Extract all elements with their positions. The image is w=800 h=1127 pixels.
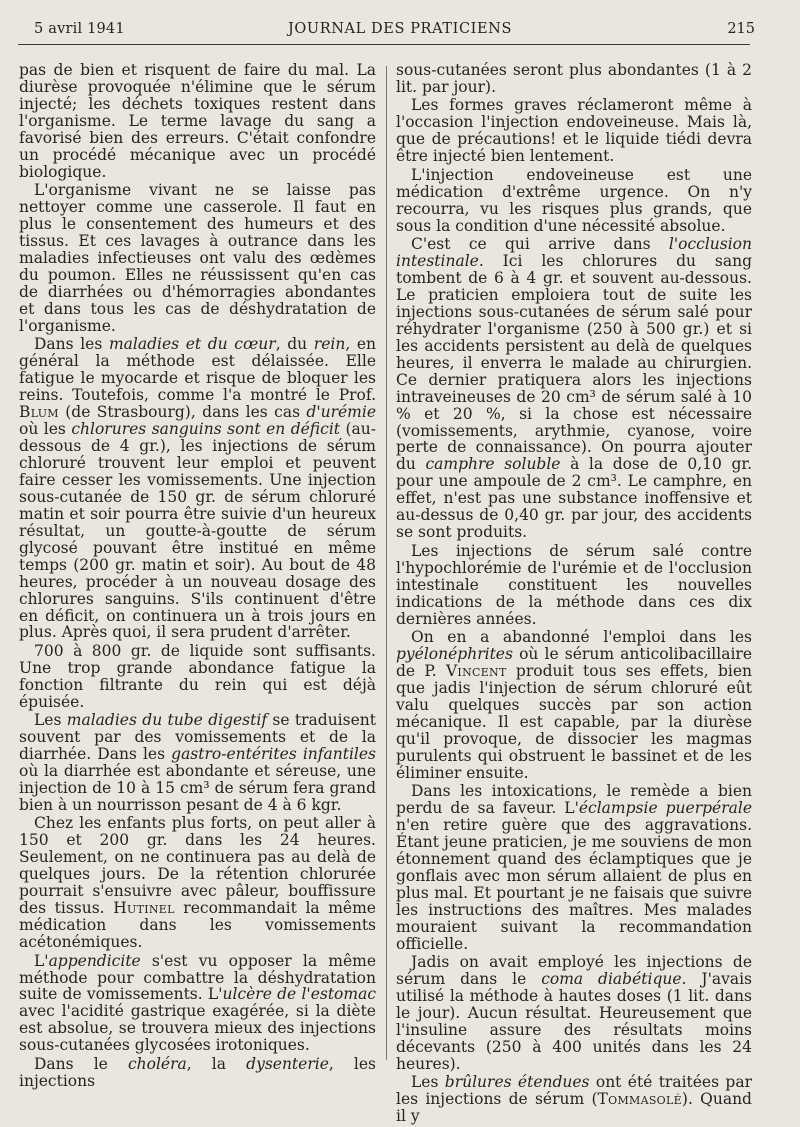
- text-run: n'en retire guère que des aggravations. Étant jeune praticien, je me souviens de mon étonnement quand des éclamptiques que je gonflais avec mon sérum allaient de plus en plus mal. Et pourtant je ne faisais que suivre les instructions des maîtres. Mes malades mouraient suivant la recommandation officielle.: [396, 815, 752, 953]
- paragraph: [19, 815, 376, 951]
- text-run: à la dose de 0,10 gr. pour une ampoule de 2 cm³. Le camphre, en effet, n'est pas une substance inoffensive et au-dessus de 0,40 gr. par jour, des accidents se sont produits.: [396, 455, 753, 542]
- text-run: sous-cutanées seront plus abondantes (1 à 2 lit. par jour).: [396, 61, 752, 96]
- text-run: (de Strasbourg), dans les cas: [58, 403, 307, 422]
- text-run: Jadis on avait employé les injections de sérum dans le: [396, 953, 752, 989]
- author-name: Vincent: [445, 661, 507, 680]
- italic-text: camphre soluble: [425, 455, 561, 474]
- text-run: , du: [275, 335, 314, 354]
- italic-text: éclampsie puerpérale: [578, 798, 752, 817]
- italic-text: l'occlusion intestinale: [396, 235, 752, 270]
- text-run: Chez les enfants plus forts, on peut aller à 150 et 200 gr. dans les 24 heures. Seulement, on ne continuera pas au delà de quelques jours. De la rétention chlorurée pourrait s'ensuivre avec pâleur, bouffissure des tissus.: [19, 814, 376, 918]
- text-run: avec l'acidité gastrique exagérée, si la diète est absolue, se trouvera mieux des injections sous-cutanées glycosées irotoniques.: [19, 1002, 376, 1055]
- text-run: se traduisent souvent par des vomissements et de la diarrhée. Dans les: [19, 711, 376, 764]
- text-run: , les injections: [19, 1054, 377, 1090]
- right-column: [396, 62, 752, 1127]
- paragraph: [19, 643, 376, 711]
- text-run: , la: [186, 1054, 247, 1073]
- text-run: Les injections de sérum salé contre l'hypochlorémie de l'urémie et de l'occlusion intestinale constituent les nouvelles indications de la méthode dans ces dix dernières années.: [396, 541, 752, 628]
- text-run: où la diarrhée est abondante et séreuse, une injection de 10 à 15 cm³ de sérum fera grand bien à un nourrisson pesant de 4 à 6 kgr.: [19, 762, 376, 814]
- text-run: recommandait la même médication dans les vomissements acétonémiques.: [19, 899, 376, 952]
- italic-text: choléra: [127, 1054, 187, 1073]
- paragraph: [396, 167, 752, 235]
- italic-text: chlorures sanguins sont en déficit: [71, 420, 341, 439]
- text-run: 700 à 800 gr. de liquide sont suffisants. Une trop grande abondance fatigue la fonction filtrante du rein qui est déjà épuisée.: [19, 641, 376, 711]
- text-run: On en a abandonné l'emploi dans les: [411, 627, 752, 646]
- paragraph: [396, 62, 752, 96]
- text-run: L': [34, 951, 49, 970]
- journal-title: JOURNAL DES PRATICIENS: [288, 21, 512, 37]
- left-column: [19, 62, 376, 1091]
- text-run: Les: [34, 711, 67, 730]
- italic-text: maladies et du cœur: [108, 335, 276, 354]
- text-run: s'est vu opposer la même méthode pour combattre la déshydratation suite de vomissements. L': [19, 951, 376, 1004]
- text-run: ont été traitées par les injections de sérum (: [396, 1073, 752, 1109]
- paragraph: [396, 783, 752, 953]
- paragraph: [19, 182, 376, 335]
- author-name: Blum: [19, 403, 59, 422]
- text-run: Dans les intoxications, le remède a bien perdu de sa faveur. L': [396, 782, 752, 817]
- text-run: pas de bien et risquent de faire du mal. La diurèse provoquée n'élimine que le sérum injecté; les déchets toxiques restent dans l'organisme. Le terme lavage du sang a favorisé bien des erreurs. C'était confondre un procédé mécanique avec un procédé biologique.: [19, 61, 376, 181]
- paragraph: [396, 543, 752, 628]
- italic-text: dysenterie: [246, 1054, 329, 1073]
- text-run: C'est ce qui arrive dans: [411, 235, 669, 254]
- paragraph: [396, 97, 752, 165]
- text-run: où le sérum anticolibacillaire de P.: [396, 644, 752, 680]
- column-divider: [386, 66, 387, 1060]
- text-run: Les: [411, 1073, 445, 1092]
- italic-text: ulcère de l'estomac: [222, 985, 377, 1004]
- text-run: produit tous ses effets, bien que jadis l'injection de sérum chloruré eût valu quelques succès par son action mécanique. Il est capable, par la diurèse qu'il provoque, de dissocier les magmas purulents qui obstruent le bassinet et de les éliminer ensuite.: [396, 661, 752, 782]
- page-number: 215: [727, 21, 755, 37]
- paragraph: [396, 954, 752, 1073]
- text-run: Dans les: [34, 335, 109, 354]
- header-date: 5 avril 1941: [34, 21, 125, 37]
- paragraph: [19, 953, 376, 1055]
- paragraph: [396, 236, 752, 541]
- text-run: . J'avais utilisé la méthode à hautes doses (1 lit. dans le jour). Aucun résultat. Heureusement que l'insuline assure des résultats moins décevants (250 à 400 unités dans les 24 heures).: [396, 970, 752, 1073]
- paragraph: [19, 336, 376, 641]
- italic-text: coma diabétique: [541, 970, 682, 989]
- paragraph: [396, 1074, 752, 1125]
- text-run: Dans le: [34, 1054, 128, 1073]
- text-run: , en général la méthode est délaissée. Elle fatigue le myocarde et risque de bloquer les reins. Toutefois, comme l'a montré le Prof.: [19, 335, 377, 405]
- italic-text: gastro-entérites infantiles: [171, 745, 376, 764]
- author-name: Tommasolé: [597, 1090, 682, 1109]
- italic-text: brûlures étendues: [444, 1073, 590, 1092]
- author-name: Hutinel: [113, 899, 175, 918]
- header-rule: [18, 44, 750, 45]
- italic-text: maladies du tube digestif: [66, 711, 268, 730]
- text-run: ). Quand il y: [396, 1090, 752, 1126]
- italic-text: d'urémie: [306, 403, 376, 422]
- text-run: (au-dessous de 4 gr.), les injections de sérum chloruré trouvent leur emploi et peuvent faire cesser les vomissements. Une injection sous-cutanée de 150 gr. de sérum chloruré matin et soir pourra être suivie d'un heureux résultat, un goutte-à-goutte de sérum glycosé pouvant être institué en même temps (200 gr. matin et soir). Au bout de 48 heures, procéder à un nouveau dosage des chlorures sanguins. S'ils continuent d'être en déficit, on continuera un à trois jours en plus. Après quoi, il sera prudent d'arrêter.: [19, 420, 376, 642]
- text-run: Les formes graves réclameront même à l'occasion l'injection endoveineuse. Mais là, que de précautions! et le liquide tiédi devra être injecté bien lentement.: [396, 96, 752, 166]
- text-run: . Ici les chlorures du sang tombent de 6 à 4 gr. et souvent au-dessous. Le praticien emploiera tout de suite les injections sous-cutanées de sérum salé pour réhydrater l'organisme (250 à 500 gr.) et si les accidents persistent au delà de quelques heures, il enverra le malade au chirurgien. Ce dernier pratiquera alors les injections intraveineuses de 20 cm³ de sérum salé à 10 % et 20 %, si la chose est nécessaire (vomissements, arythmie, cyanose, voire perte de connaissance). On pourra ajouter du: [396, 251, 752, 474]
- paragraph: [19, 62, 376, 181]
- text-run: où les: [19, 420, 72, 439]
- italic-text: rein: [313, 335, 346, 354]
- paragraph: [396, 629, 752, 782]
- text-run: L'organisme vivant ne se laisse pas nettoyer comme une casserole. Il faut en plus le consentement des humeurs et des tissus. Et ces lavages à outrance dans les maladies infectieuses ont valu des œdèmes du poumon. Elles ne réussissent qu'en cas de diarrhées ou d'hémorragies abondantes et dans tous les cas de déshydratation de l'organisme.: [19, 181, 376, 335]
- italic-text: pyélonéphrites: [396, 644, 513, 663]
- paragraph: [19, 712, 376, 814]
- italic-text: appendicite: [48, 951, 141, 970]
- text-run: L'injection endoveineuse est une médication d'extrême urgence. On n'y recourra, vu les risques plus grands, que sous la condition d'une nécessité absolue.: [396, 165, 752, 235]
- paragraph: [19, 1056, 376, 1090]
